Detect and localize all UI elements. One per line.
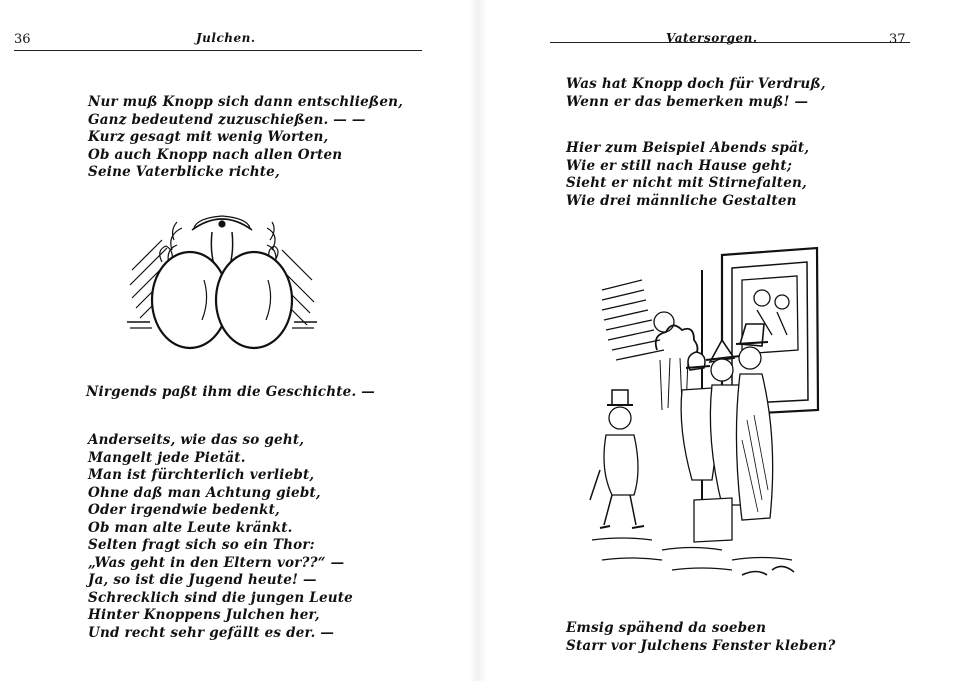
verse-line: Wie er still nach Hause geht; bbox=[566, 157, 793, 174]
verse-line: Ohne daß man Achtung giebt, bbox=[88, 484, 321, 501]
verse-line: Selten fragt sich so ein Thor: bbox=[88, 537, 315, 553]
verse-line: Nirgends paßt ihm die Geschichte. — bbox=[86, 384, 375, 400]
knopp-spectacles-illustration bbox=[122, 210, 322, 360]
verse-line: Ob man alte Leute kränkt. bbox=[88, 519, 293, 536]
left-stanza-3 bbox=[88, 432, 353, 642]
verse-line: Mangelt jede Pietät. bbox=[88, 449, 246, 466]
verse-line: Hinter Knoppens Julchen her, bbox=[88, 607, 320, 623]
right-running-head: Vatersorgen. bbox=[666, 31, 758, 45]
verse-line: Hier zum Beispiel Abends spät, bbox=[566, 140, 810, 156]
right-page-number: 37 bbox=[889, 32, 906, 47]
verse-line: „Was geht in den Eltern vor??“ — bbox=[88, 554, 345, 571]
left-running-head: Julchen. bbox=[196, 31, 256, 45]
verse-line: Wie drei männliche Gestalten bbox=[566, 192, 797, 209]
right-header-rule bbox=[550, 42, 910, 43]
verse-line: Emsig spähend da soeben bbox=[566, 620, 767, 636]
verse-line: Oder irgendwie bedenkt, bbox=[88, 502, 280, 518]
verse-line: Ganz bedeutend zuzuschießen. — — bbox=[88, 111, 366, 128]
verse-line: Was hat Knopp doch für Verdruß, bbox=[566, 76, 826, 92]
verse-line: Ob auch Knopp nach allen Orten bbox=[88, 146, 343, 163]
verse-line: Seine Vaterblicke richte, bbox=[88, 164, 280, 180]
left-page-number: 36 bbox=[14, 32, 31, 47]
verse-line: Nur muß Knopp sich dann entschließen, bbox=[88, 94, 404, 110]
right-stanza-1 bbox=[566, 76, 826, 111]
verse-line: Anderseits, wie das so geht, bbox=[88, 432, 305, 448]
verse-line: Wenn er das bemerken muß! — bbox=[566, 93, 809, 110]
right-stanza-2 bbox=[566, 140, 809, 210]
left-header-rule bbox=[14, 50, 422, 51]
verse-line: Schrecklich sind die jungen Leute bbox=[88, 589, 353, 606]
verse-line: Kurz gesagt mit wenig Worten, bbox=[88, 129, 329, 145]
right-stanza-3 bbox=[566, 620, 836, 655]
verse-line: Und recht sehr gefällt es der. — bbox=[88, 624, 335, 641]
right-page bbox=[478, 0, 956, 681]
left-stanza-2 bbox=[86, 384, 375, 402]
window-scene-illustration bbox=[582, 240, 842, 585]
left-stanza-1 bbox=[88, 94, 403, 182]
verse-line: Ja, so ist die Jugend heute! — bbox=[88, 572, 317, 588]
verse-line: Sieht er nicht mit Stirnefalten, bbox=[566, 175, 807, 191]
verse-line: Man ist fürchterlich verliebt, bbox=[88, 467, 315, 483]
verse-line: Starr vor Julchens Fenster kleben? bbox=[566, 637, 836, 654]
